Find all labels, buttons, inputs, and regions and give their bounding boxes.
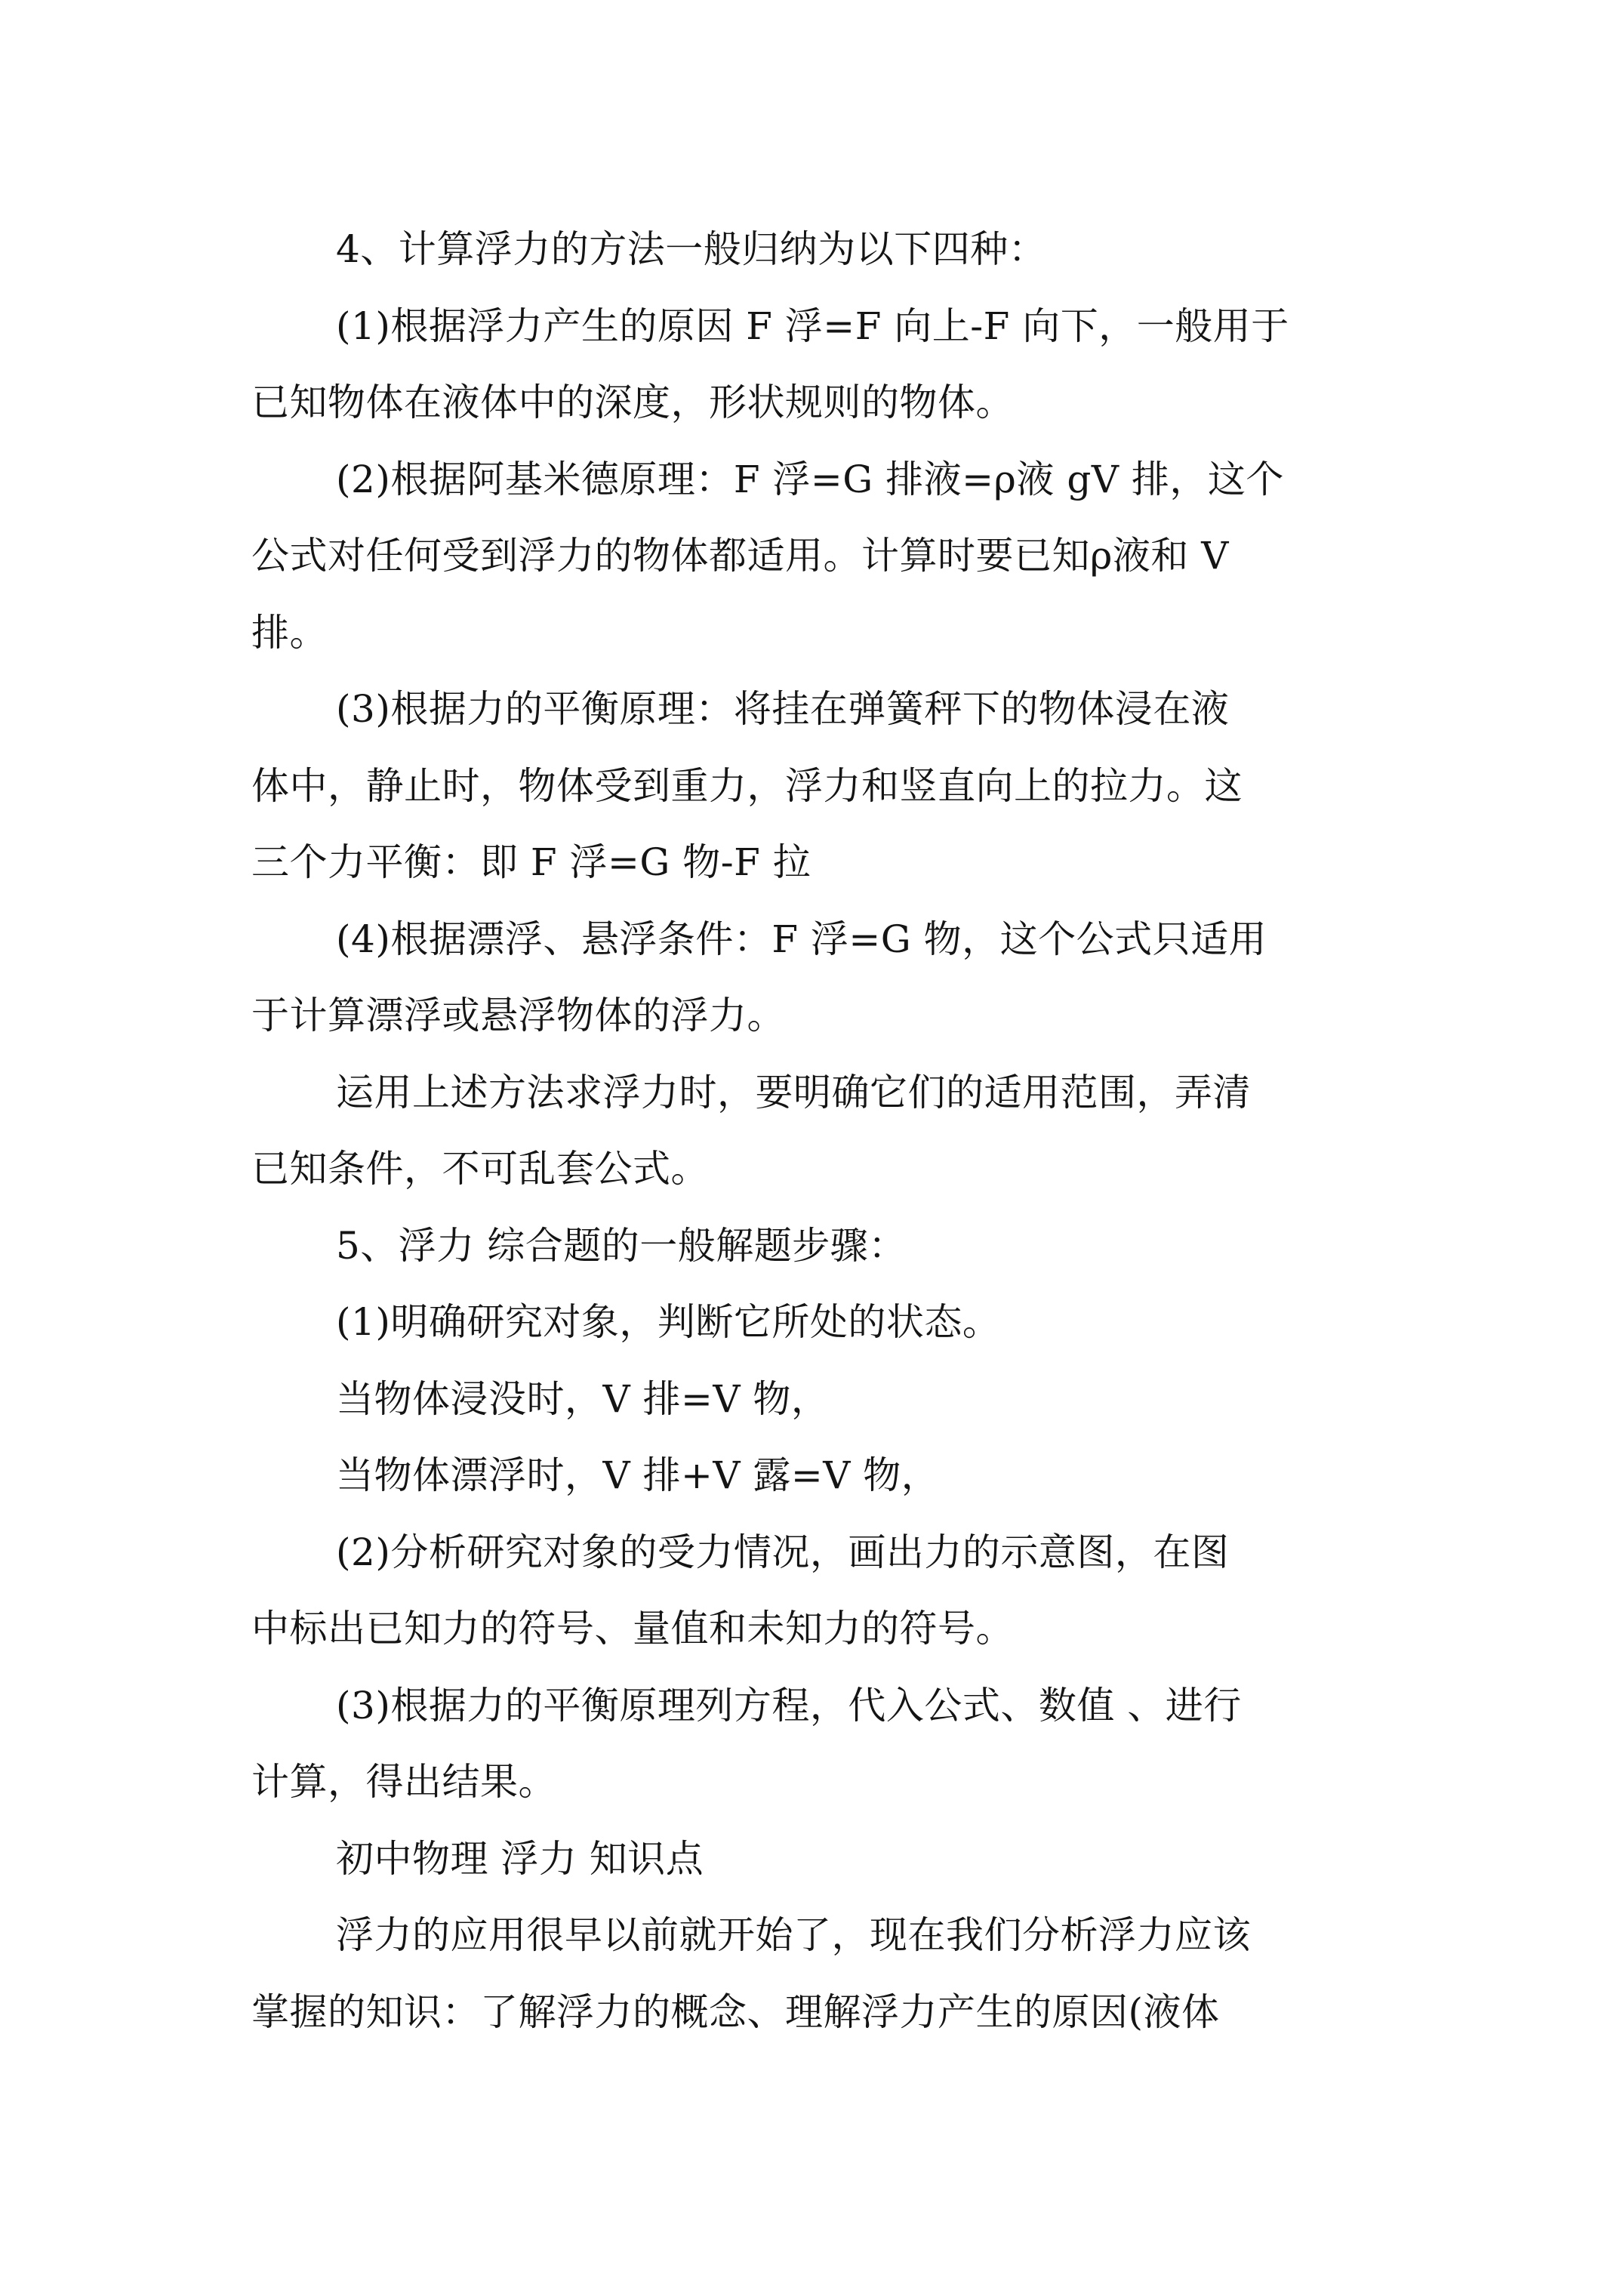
text-line: 当物体浸没时，V 排=V 物， — [336, 1376, 830, 1421]
text-line: (2)根据阿基米德原理：F 浮=G 排液=ρ液 gV 排，这个 — [336, 457, 1284, 501]
text-line: (1)明确研究对象，判断它所处的状态。 — [336, 1300, 1001, 1344]
text-line: 计算，得出结果。 — [251, 1760, 556, 1804]
document-body — [251, 211, 1384, 2051]
text-line: (4)根据漂浮、悬浮条件：F 浮=G 物，这个公式只适用 — [336, 917, 1267, 961]
text-line: 体中，静止时，物体受到重力，浮力和竖直向上的拉力。这 — [251, 763, 1243, 808]
text-line: 中标出已知力的符号、量值和未知力的符号。 — [251, 1607, 1014, 1650]
text-line: 三个力平衡：即 F 浮=G 物-F 拉 — [251, 840, 812, 884]
text-line: 公式对任何受到浮力的物体都适用。计算时要已知ρ液和 V — [251, 534, 1229, 578]
text-line: (3)根据力的平衡原理：将挂在弹簧秤下的物体浸在液 — [336, 687, 1230, 731]
text-line: 已知条件，不可乱套公式。 — [251, 1147, 709, 1191]
text-line: 已知物体在液体中的深度，形状规则的物体。 — [251, 381, 1014, 424]
text-line: 掌握的知识：了解浮力的概念、理解浮力产生的原因(液体 — [251, 1989, 1220, 2034]
text-line: (2)分析研究对象的受力情况，画出力的示意图，在图 — [336, 1530, 1230, 1574]
section-heading: 初中物理 浮力 知识点 — [336, 1836, 704, 1881]
text-line: 排。 — [251, 610, 328, 655]
text-line: (3)根据力的平衡原理列方程，代入公式、数值 、进行 — [336, 1683, 1242, 1727]
text-line: 于计算漂浮或悬浮物体的浮力。 — [251, 994, 785, 1037]
text-line: 浮力的应用很早以前就开始了，现在我们分析浮力应该 — [336, 1913, 1251, 1957]
text-line: 4、计算浮力的方法一般归纳为以下四种： — [336, 227, 1047, 271]
text-line: 运用上述方法求浮力时，要明确它们的适用范围，弄清 — [336, 1070, 1251, 1114]
text-line: 当物体漂浮时，V 排+V 露=V 物， — [336, 1453, 940, 1497]
text-line: (1)根据浮力产生的原因 F 浮=F 向上-F 向下，一般用于 — [336, 304, 1289, 348]
text-line: 5、浮力 综合题的一般解题步骤： — [336, 1223, 907, 1268]
